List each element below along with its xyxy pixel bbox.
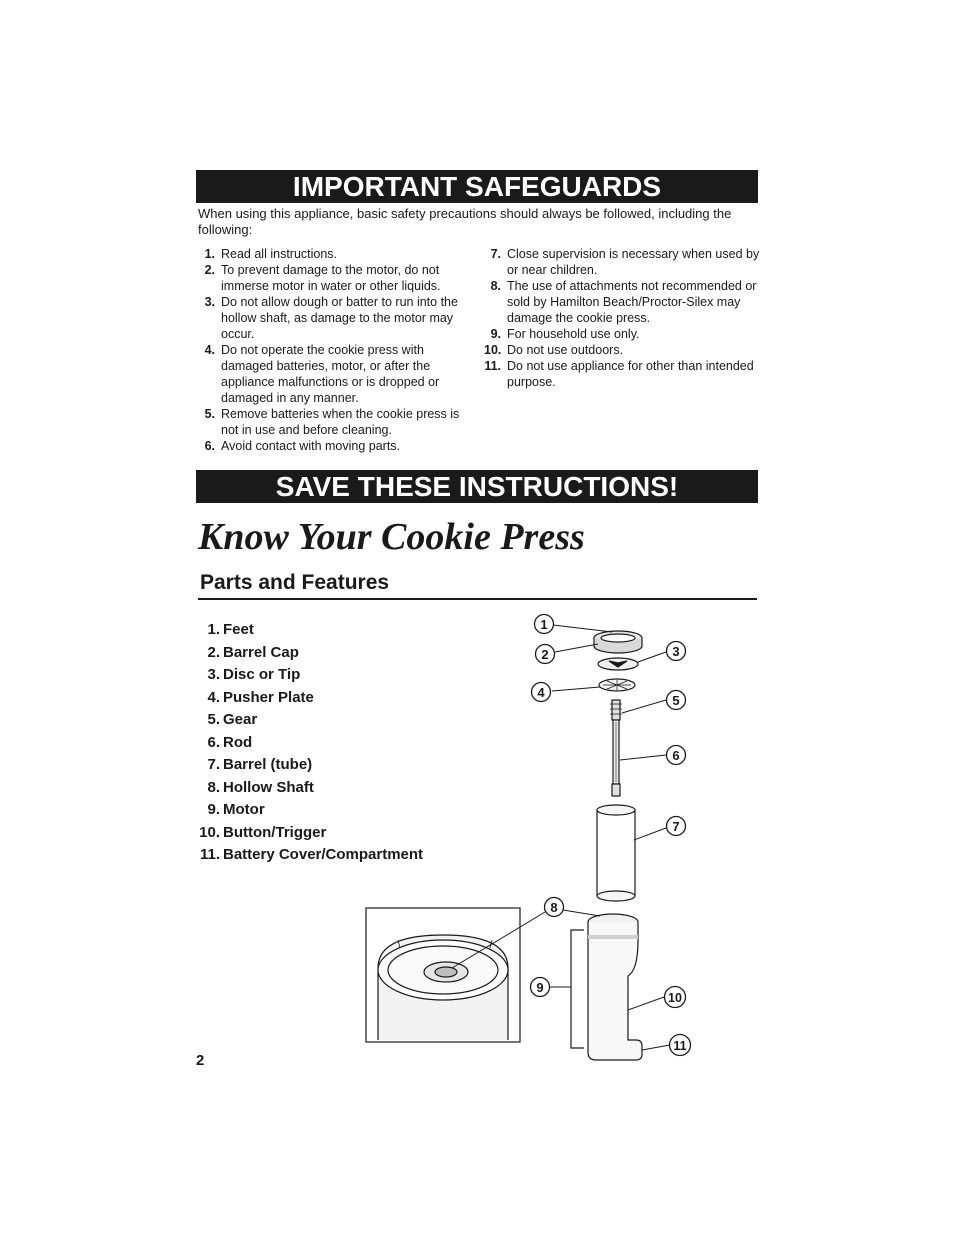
part-item: 4. Pusher Plate (207, 688, 314, 706)
callout-9 (531, 978, 550, 997)
pusher-plate-illustration (599, 679, 635, 691)
part-item: 1. Feet (207, 621, 254, 638)
svg-text:1: 1 (540, 617, 548, 632)
svg-text:8: 8 (550, 900, 558, 915)
svg-text:2: 2 (541, 647, 549, 662)
disc-illustration (598, 658, 638, 670)
part-item: 9. Motor (207, 801, 265, 818)
save-instructions-banner: SAVE THESE INSTRUCTIONS! (196, 470, 758, 503)
motor-housing-illustration (588, 914, 642, 1060)
part-item: 6. Rod (207, 733, 253, 751)
parts-features-heading: Parts and Features (200, 571, 390, 594)
hollow-shaft-detail-inset (366, 908, 520, 1042)
barrel-illustration (597, 805, 635, 901)
page-number: 2 (196, 1052, 205, 1069)
svg-text:3: 3 (672, 644, 680, 659)
callout-3 (667, 642, 686, 661)
barrel-cap-illustration (594, 631, 642, 653)
callout-8 (545, 898, 564, 917)
gear-illustration (610, 700, 622, 720)
part-item: 10. Button/Trigger (199, 823, 327, 841)
safeguard-item: 9. For household use only. (490, 327, 640, 341)
callout-11 (670, 1035, 691, 1056)
safeguard-item: 3. Do not allow dough or batter to run into the hollow shaft, as damage to the motor may occur. (204, 295, 458, 341)
svg-text:6: 6 (672, 748, 680, 763)
safeguard-item: 8. The use of attachments not recommended or sold by Hamilton Beach/Proctor-Silex may damage the cookie press. (490, 279, 757, 325)
safeguard-item: 11. Do not use appliance for other than intended purpose. (484, 359, 754, 389)
part-item: 7. Barrel (tube) (207, 756, 313, 773)
svg-text:7: 7 (672, 819, 680, 834)
svg-text:9: 9 (536, 980, 544, 995)
svg-text:4: 4 (537, 685, 545, 700)
svg-text:11: 11 (673, 1039, 687, 1053)
important-safeguards-banner: IMPORTANT SAFEGUARDS (196, 170, 758, 203)
callout-5 (667, 691, 686, 710)
safeguard-item: 10. Do not use outdoors. (484, 343, 624, 357)
callout-4 (532, 683, 551, 702)
motor-bracket (571, 930, 584, 1048)
safeguard-item: 7. Close supervision is necessary when used by or near children. (490, 247, 760, 277)
callout-10 (665, 987, 686, 1008)
safeguard-item: 4. Do not operate the cookie press with damaged batteries, motor, or after the appliance malfunctions or is dropped or damaged in any manner. (204, 343, 440, 405)
callout-7 (667, 817, 686, 836)
callout-1 (535, 615, 554, 634)
safeguard-item: 6. Avoid contact with moving parts. (204, 439, 401, 453)
safeguard-item: 2. To prevent damage to the motor, do not immerse motor in water or other liquids. (204, 263, 441, 293)
page-title: Know Your Cookie Press (198, 516, 585, 558)
safeguards-intro: When using this appliance, basic safety precautions should always be followed, including the following: (198, 206, 732, 237)
callout-6 (667, 746, 686, 765)
part-item: 3. Disc or Tip (207, 666, 301, 683)
safeguard-item: 5. Remove batteries when the cookie press is not in use and before cleaning. (204, 407, 460, 437)
part-item: 11. Battery Cover/Compartment (199, 846, 424, 863)
svg-text:10: 10 (668, 991, 682, 1005)
safeguard-item: 1. Read all instructions. (204, 247, 338, 261)
svg-text:5: 5 (672, 693, 680, 708)
part-item: 8. Hollow Shaft (207, 778, 314, 796)
callout-2 (536, 645, 555, 664)
part-item: 2. Barrel Cap (207, 643, 299, 661)
rod-illustration (612, 720, 620, 796)
part-item: 5. Gear (207, 711, 258, 728)
